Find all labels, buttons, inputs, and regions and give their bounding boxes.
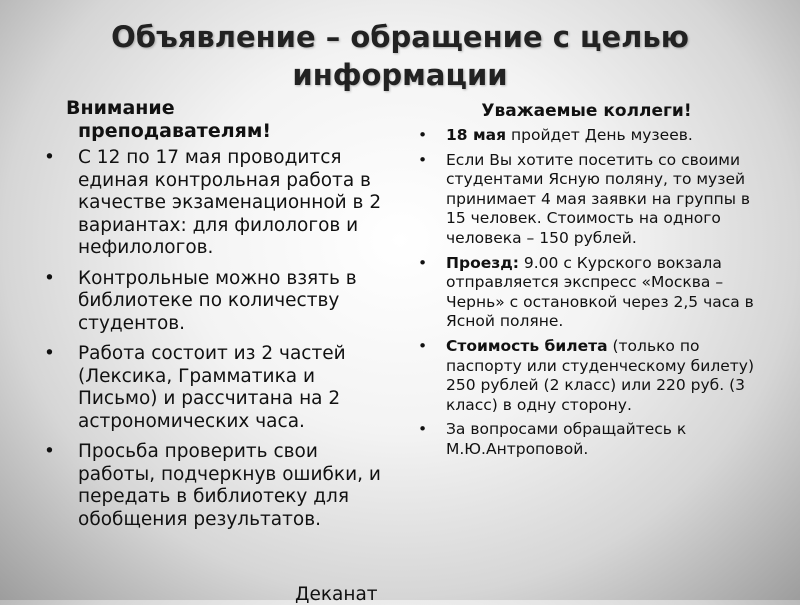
right-bullet-list (414, 126, 759, 460)
left-list-item: • С 12 по 17 мая проводится единая контрольная работа в качестве экзаменационной в 2 вариантах: для филологов и нефилологов. (44, 147, 389, 260)
right-item-text: (только по паспорту или студенческому билету) 250 рублей (2 класс) или 220 руб. (3 класс) в одну сторону. (446, 336, 755, 414)
left-list-item: • Просьба проверить свои работы, подчеркнув ошибки, и передать в библиотеку для обобщения результатов. (44, 441, 389, 531)
left-heading-line-1: Внимание (66, 97, 175, 119)
left-list-item: • Контрольные можно взять в библиотеке по количеству студентов. (44, 268, 389, 336)
left-bullet-list (44, 147, 389, 531)
right-list-item (414, 254, 759, 332)
slide-title (60, 18, 740, 94)
right-item-text: Если Вы хотите посетить со своими студентами Ясную поляну, то музей принимает 4 мая заявки на группы в 15 человек. Стоимость на одного человека – 150 рублей. (446, 150, 751, 247)
right-item-bold: Стоимость билета (446, 336, 608, 355)
slide-title-line-1: Объявление – обращение с целью (111, 20, 689, 54)
left-heading (44, 97, 389, 143)
left-column (44, 97, 389, 539)
signature-dean-office: Деканат (295, 584, 378, 605)
right-list-item (414, 126, 759, 146)
right-item-text: пройдет День музеев. (506, 126, 693, 144)
right-heading: Уважаемые коллеги! (481, 101, 692, 121)
right-column (414, 100, 759, 465)
right-item-text: За вопросами обращайтесь к М.Ю.Антроповой. (446, 420, 687, 458)
slide-title-line-2: информации (292, 58, 508, 92)
right-item-text: 9.00 с Курского вокзала отправляется экспресс «Москва – Чернь» с остановкой через 2,5 часа в Ясной поляне. (446, 253, 754, 331)
right-item-bold: Проезд: (446, 253, 519, 272)
left-heading-line-2: преподавателям! (78, 120, 272, 142)
right-list-item (414, 420, 759, 459)
right-list-item (414, 337, 759, 415)
left-list-item: • Работа состоит из 2 частей (Лексика, Грамматика и Письмо) и рассчитана на 2 астрономических часа. (44, 343, 389, 433)
right-list-item (414, 151, 759, 249)
right-item-bold: 18 мая (446, 126, 507, 144)
